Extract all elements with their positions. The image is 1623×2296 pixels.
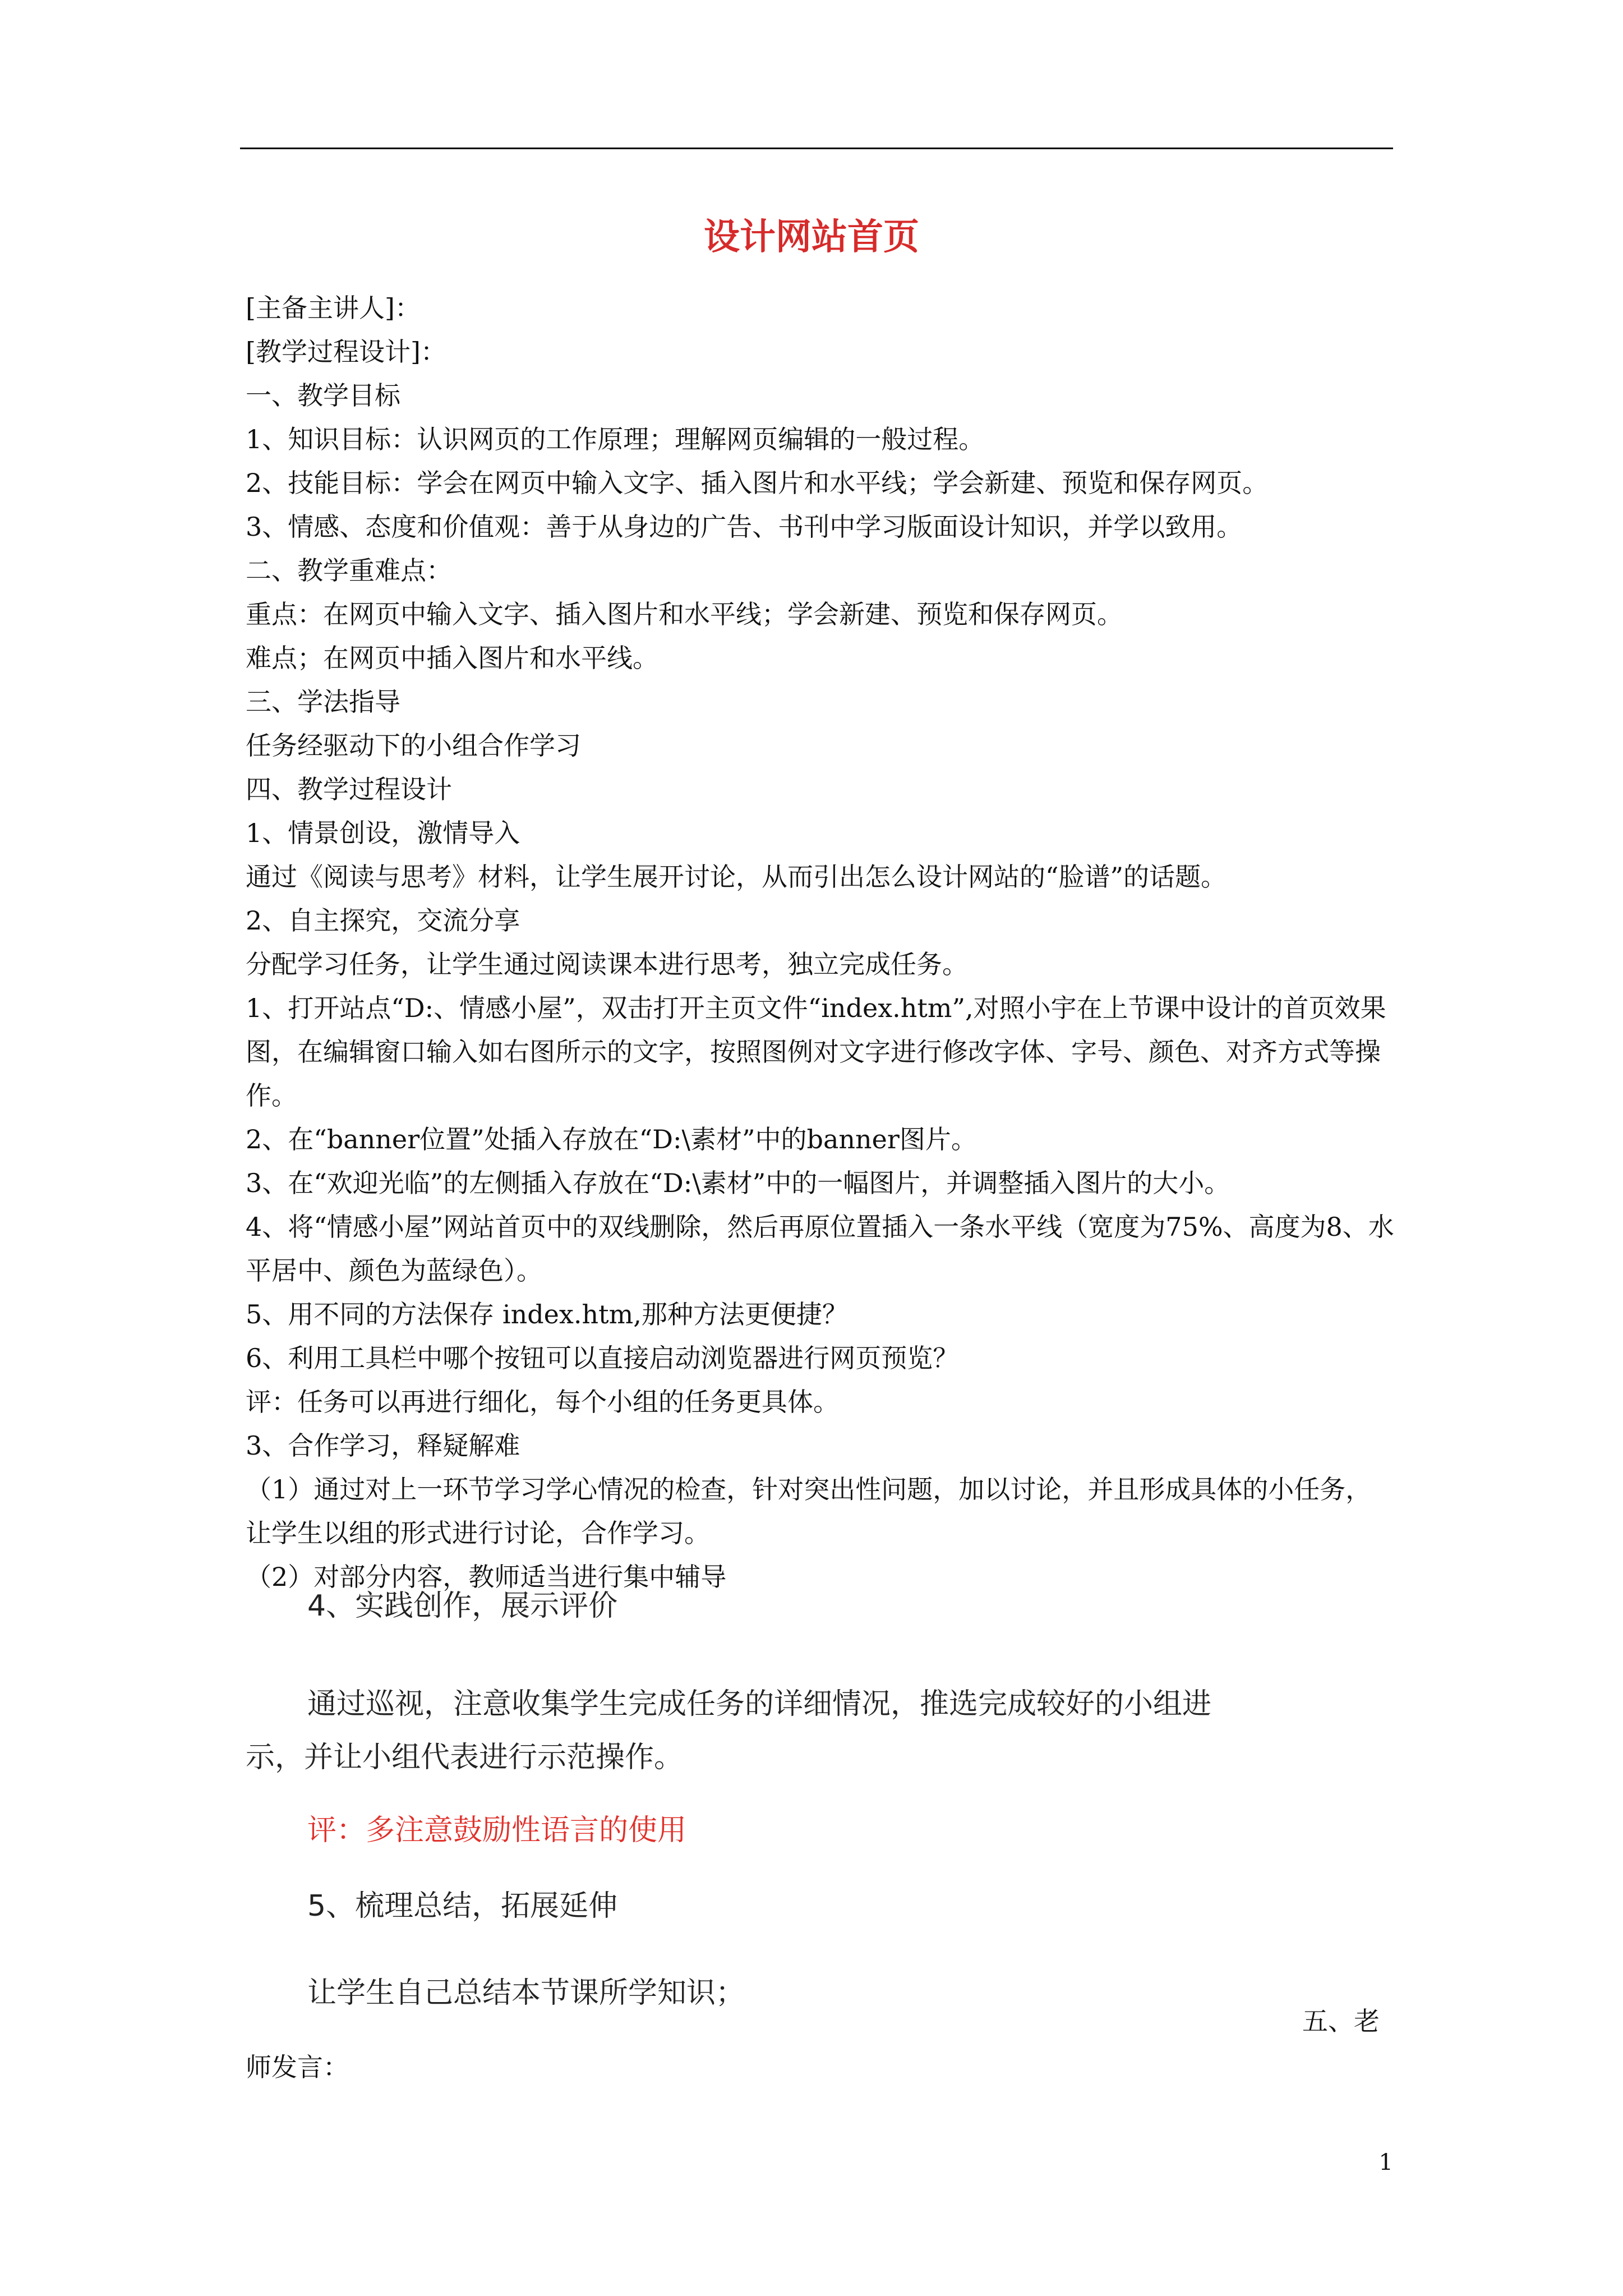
- text-line: 示，并让小组代表进行示范操作。: [246, 1741, 684, 1774]
- text-line: 分配学习任务，让学生通过阅读课本进行思考，独立完成任务。: [246, 949, 968, 979]
- text-paragraph: （1）通过对上一环节学习学心情况的检查，针对突出性问题，加以讨论，并且形成具体的小任务，让学生以组的形式进行讨论，合作学习。: [246, 1474, 1372, 1548]
- text-line: 2、技能目标：学会在网页中输入文字、插入图片和水平线；学会新建、预览和保存网页。: [246, 468, 1269, 498]
- text-line: 2、在“banner位置”处插入存放在“D:\素材”中的banner图片。: [246, 1124, 977, 1154]
- section-heading: 二、教学重难点：: [246, 555, 452, 586]
- text-line: 通过巡视，注意收集学生完成任务的详细情况，推选完成较好的小组进: [307, 1687, 1212, 1721]
- text-line-right: 五、老: [1302, 2006, 1380, 2036]
- section-heading: 三、学法指导: [246, 687, 400, 717]
- text-line: 3、情感、态度和价值观：善于从身边的广告、书刊中学习版面设计知识，并学以致用。: [246, 512, 1243, 542]
- text-line: 3、合作学习，释疑解难: [246, 1430, 520, 1461]
- text-paragraph: 4、将“情感小屋”网站首页中的双线删除，然后再原位置插入一条水平线（宽度为75%、高度为8、水平居中、颜色为蓝绿色）。: [246, 1212, 1394, 1286]
- text-line: （2）对部分内容，教师适当进行集中辅导: [246, 1562, 727, 1592]
- text-line: 让学生自己总结本节课所学知识；: [307, 1976, 745, 2010]
- text-line: 1、情景创设，激情导入: [246, 818, 520, 848]
- text-line: 6、利用工具栏中哪个按钮可以直接启动浏览器进行网页预览？: [246, 1343, 959, 1373]
- header-rule: [240, 148, 1393, 149]
- text-line: 1、知识目标：认识网页的工作原理；理解网页编辑的一般过程。: [246, 424, 985, 454]
- page-number: 1: [1378, 2150, 1393, 2175]
- text-line: 2、自主探究，交流分享: [246, 905, 520, 936]
- text-paragraph: 1、打开站点“D:、情感小屋”，双击打开主页文件“index.htm”,对照小宇在上节课中设计的首页效果图，在编辑窗口输入如右图所示的文字，按照图例对文字进行修改字体、字号、颜色、对齐方式等操作。: [246, 993, 1386, 1111]
- text-line: 师发言：: [246, 2052, 349, 2082]
- text-line: 重点：在网页中输入文字、插入图片和水平线；学会新建、预览和保存网页。: [246, 599, 1123, 629]
- comment-line: 评：多注意鼓励性语言的使用: [307, 1814, 687, 1847]
- step-heading: 5、梳理总结，拓展延伸: [307, 1889, 618, 1923]
- document-title: 设计网站首页: [704, 216, 919, 258]
- text-line: [教学过程设计]：: [246, 337, 446, 367]
- text-line: 5、用不同的方法保存 index.htm,那种方法更便捷？: [246, 1299, 848, 1329]
- text-line: [主备主讲人]：: [246, 293, 421, 323]
- text-line: 通过《阅读与思考》材料，让学生展开讨论，从而引出怎么设计网站的“脸谱”的话题。: [246, 862, 1227, 892]
- text-line: 3、在“欢迎光临”的左侧插入存放在“D:\素材”中的一幅图片，并调整插入图片的大小。: [246, 1168, 1230, 1198]
- section-heading: 一、教学目标: [246, 380, 400, 411]
- text-line: 任务经驱动下的小组合作学习: [246, 730, 581, 761]
- section-heading: 四、教学过程设计: [246, 774, 452, 804]
- document-body: [246, 286, 1395, 1599]
- text-line: 难点；在网页中插入图片和水平线。: [246, 643, 658, 673]
- step-heading: 4、实践创作，展示评价: [307, 1589, 618, 1623]
- text-line: 评：任务可以再进行细化，每个小组的任务更具体。: [246, 1387, 839, 1417]
